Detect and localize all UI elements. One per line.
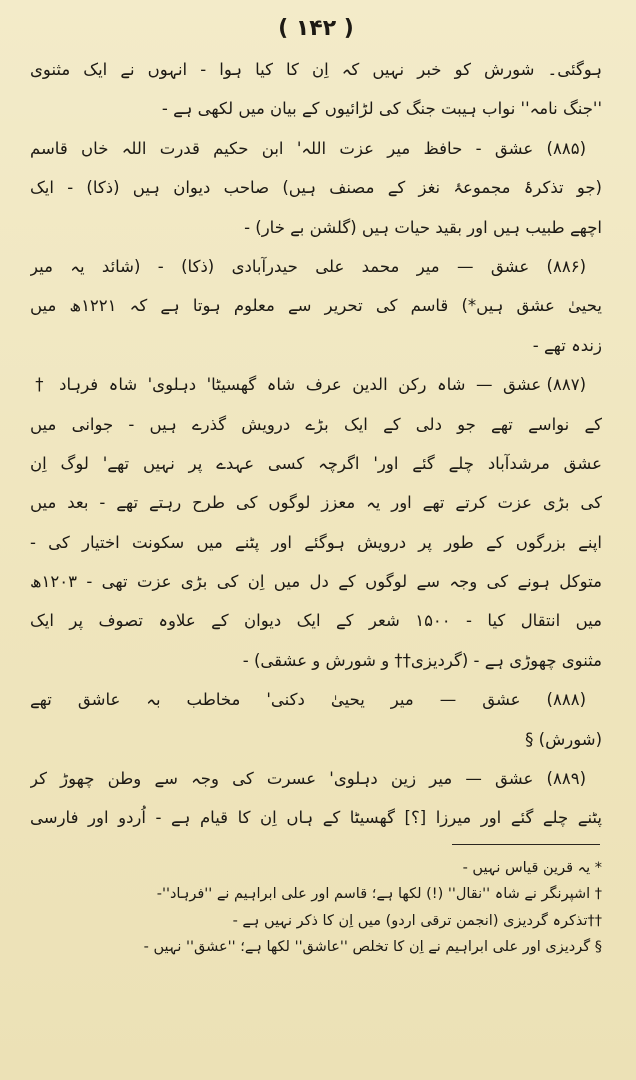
body-line: متوکل ہونے کی وجہ سے لوگوں کے دل میں اِن کی بڑی عزت تھی - ۱۲۰۳ھ — [30, 572, 602, 592]
body-text — [30, 50, 602, 838]
body-line: میں انتقال کیا - ۱۵۰۰ شعر کے ایک دیوان کے علاوہ تصوف پر ایک — [30, 611, 602, 631]
footnote-line: † اشپرنگر نے شاہ ''نقال'' (!) لکھا ہے؛ قاسم اور علی ابراہیم نے ''فرہاد''- — [156, 886, 602, 903]
page-number: ( ۱۴۲ ) — [278, 16, 354, 41]
body-line: زندہ تھے - — [532, 335, 602, 355]
body-line: (۸۸۸) عشق — میر یحییٰ دکنی' مخاطب بہ عاشق تھے — [30, 690, 586, 710]
body-line: پٹنے چلے گئے اور میرزا [؟] گھسیٹا کے ہاں اِن کا قیام ہے - اُردو اور فارسی — [30, 808, 602, 828]
footnotes — [30, 855, 602, 961]
body-line: عشق مرشدآباد چلے گئے اور' اگرچہ کسی عہدے پر نہیں تھے' لوگ اِن — [30, 453, 602, 473]
footnote-line: ††تذکرہ گردیزی (انجمن ترقی اردو) میں اِن کا ذکر نہیں ہے - — [232, 912, 602, 929]
body-line: (۸۸۵) عشق - حافظ میر عزت اللہ' ابن حکیم قدرت اللہ خاں قاسم — [30, 138, 586, 158]
body-line: (۸۸۷) عشق — شاہ رکن الدین عرف شاہ گھسیٹا' دہلوی' شاہ فرہاد † — [30, 375, 586, 395]
body-line: یحییٰ عشق ہیں*) قاسم کی تحریر سے معلوم ہوتا ہے کہ ۱۲۲۱ھ میں — [30, 296, 602, 316]
footnote-line: * یہ قرین قیاس نہیں - — [462, 859, 602, 876]
footnote-divider — [452, 844, 600, 845]
body-line: (۸۸۶) عشق — میر محمد علی حیدرآبادی (ذکا) - (شائد یہ میر — [30, 256, 586, 276]
body-line: مثنوی چھوڑی ہے - (گردیزی†† و شورش و عشقی) - — [242, 650, 602, 670]
body-line: اپنے بزرگوں کے طور پر درویش ہوگئے اور پٹنے میں سکونت اختیار کی - — [30, 532, 602, 552]
body-line: (جو تذکرۂ مجموعۂ نغز کے مصنف ہیں) صاحب دیوان ہیں (ذکا) - ایک — [30, 178, 602, 198]
body-line: (۸۸۹) عشق — میر زین دہلوی' عسرت کی وجہ سے وطن چھوڑ کر — [30, 769, 586, 789]
body-line: ہوگئی۔ شورش کو خبر نہیں کہ اِن کا کیا ہوا - انہوں نے ایک مثنوی — [30, 60, 602, 79]
body-line: (شورش) § — [525, 729, 602, 749]
footnote-line: § گردیزی اور علی ابراہیم نے اِن کا تخلص ''عاشق'' لکھا ہے؛ ''عشق'' نہیں - — [143, 939, 602, 956]
body-line: کے نواسے تھے جو دلی کے ایک بڑے درویش گذرے ہیں - جوانی میں — [30, 414, 602, 434]
body-line: ''جنگ نامہ'' نواب ہیبت جنگ کی لڑائیوں کے بیان میں لکھی ہے - — [161, 99, 602, 119]
body-line: کی بڑی عزت کرتے تھے اور یہ معزز لوگوں کی طرح رہتے تھے - بعد میں — [30, 493, 602, 513]
body-line: اچھے طبیب ہیں اور بقید حیات ہیں (گلشن بے خار) - — [244, 217, 602, 237]
